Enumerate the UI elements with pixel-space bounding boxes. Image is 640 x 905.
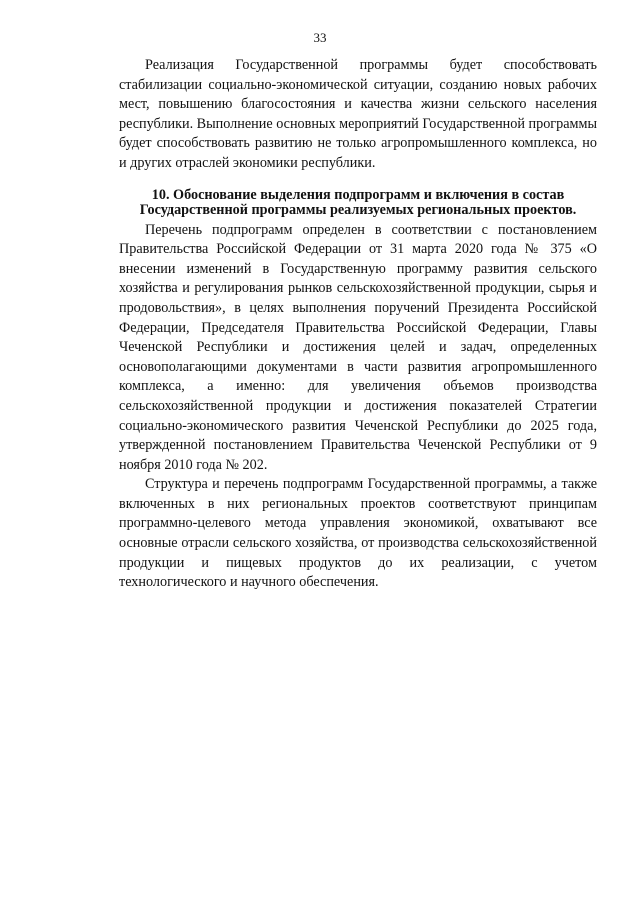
structure-paragraph: Структура и перечень подпрограмм Государственной программы, а также включенных в них региональных проектов соответствуют принципам программно-целевого метода управления экономикой, охватывают все основные отрасли сельского хозяйства, от производства сельскохозяйственной продукции и пищевых продуктов до их реализации, с учетом технологического и научного обеспечения.: [119, 476, 597, 591]
page-number: 33: [313, 30, 327, 45]
section-heading-line-1: 10. Обоснование выделения подпрограмм и включения в состав: [151, 186, 565, 203]
intro-paragraph: Реализация Государственной программы будет способствовать стабилизации социально-экономической ситуации, созданию новых рабочих мест, повышению благосостояния и качества жизни сельского населения республики. Выполнение основных мероприятий Государственной программы будет способствовать развитию не только агропромышленного комплекса, но и других отраслей экономики республики.: [119, 57, 597, 171]
page-content: [119, 56, 597, 593]
subprograms-list-paragraph: Перечень подпрограмм определен в соответствии с постановлением Правительства Российской Федерации от 31 марта 2020 года № 375 «О внесении изменений в Государственную программу развития сельского хозяйства и регулирования рынков сельскохозяйственной продукции, сырья и продовольствия», в целях выполнения поручений Президента Российской Федерации, Председателя Правительства Российской Федерации, Главы Чеченской Республики и достижения целей и задач, определенных основополагающими документами в части развития агропромышленного комплекса, а именно: для увеличения объемов производства сельскохозяйственной продукции и достижения показателей Стратегии социально-экономического развития Чеченской Республики до 2025 года, утвержденной постановлением Правительства Чеченской Республики от 9 ноября 2010 года № 202.: [119, 221, 597, 473]
section-heading: [119, 188, 597, 219]
section-heading-line-2: Государственной программы реализуемых региональных проектов.: [139, 202, 577, 219]
